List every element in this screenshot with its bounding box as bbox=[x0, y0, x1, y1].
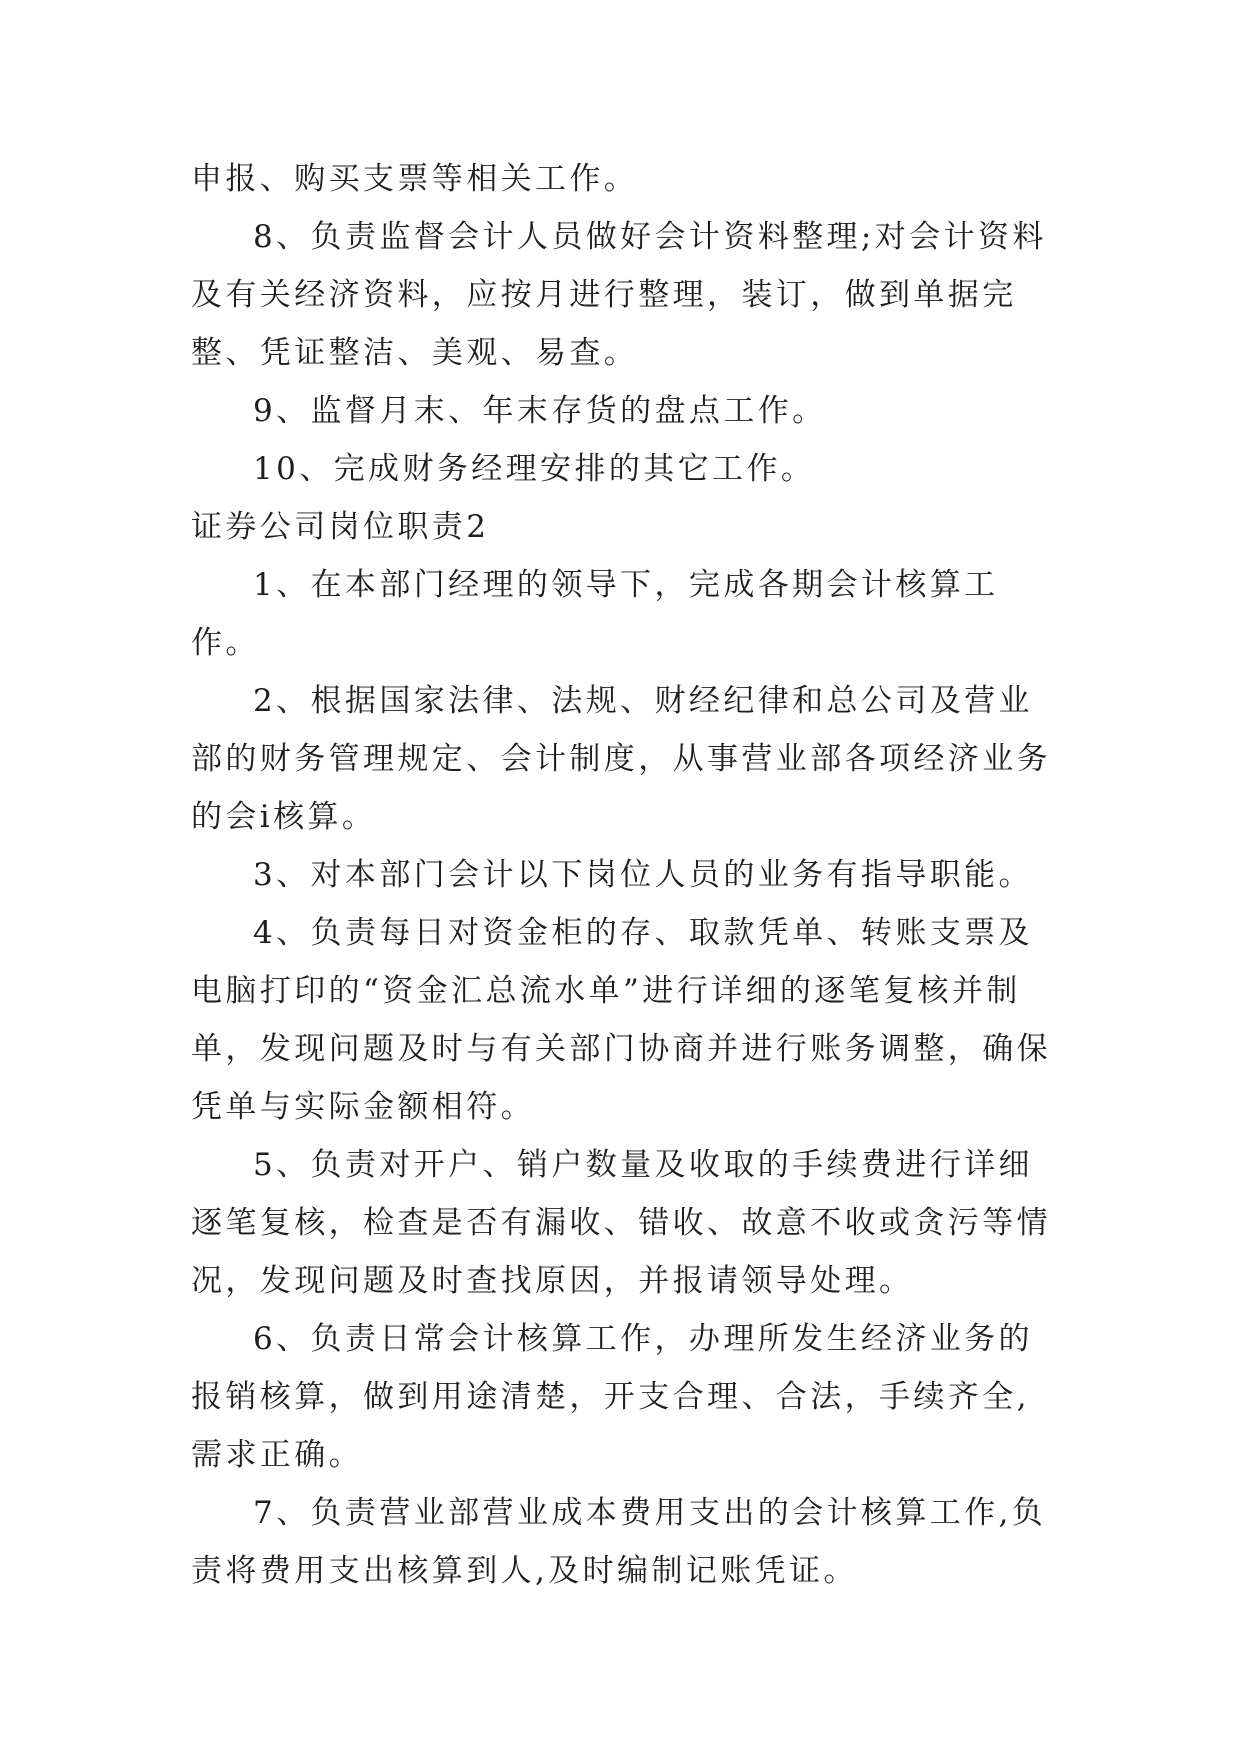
paragraph-item-8: 8、负责监督会计人员做好会计资料整理;对会计资料及有关经济资料，应按月进行整理，装订，做到单据完整、凭证整洁、美观、易查。 bbox=[191, 219, 1047, 371]
paragraph-item-3: 3、对本部门会计以下岗位人员的业务有指导职能。 bbox=[253, 857, 1033, 893]
section-heading: 证券公司岗位职责2 bbox=[191, 509, 490, 545]
paragraph-item-10: 10、完成财务经理安排的其它工作。 bbox=[253, 451, 816, 487]
document-body bbox=[191, 150, 1051, 1600]
paragraph-item-7: 7、负责营业部营业成本费用支出的会计核算工作,负责将费用支出核算到人,及时编制记账凭证。 bbox=[191, 1495, 1047, 1589]
paragraph-item-9: 9、监督月末、年末存货的盘点工作。 bbox=[253, 393, 827, 429]
paragraph-1: 申报、购买支票等相关工作。 bbox=[191, 161, 639, 197]
paragraph-item-6: 6、负责日常会计核算工作，办理所发生经济业务的报销核算，做到用途清楚，开支合理、合法，手续齐全,需求正确。 bbox=[191, 1321, 1033, 1473]
paragraph-item-4: 4、负责每日对资金柜的存、取款凭单、转账支票及电脑打印的“资金汇总流水单”进行详细的逐笔复核并制单，发现问题及时与有关部门协商并进行账务调整，确保凭单与实际金额相符。 bbox=[191, 915, 1051, 1125]
paragraph-item-1: 1、在本部门经理的领导下，完成各期会计核算工作。 bbox=[191, 567, 999, 661]
paragraph-item-5: 5、负责对开户、销户数量及收取的手续费进行详细逐笔复核，检查是否有漏收、错收、故意不收或贪污等情况，发现问题及时查找原因，并报请领导处理。 bbox=[191, 1147, 1051, 1299]
paragraph-item-2: 2、根据国家法律、法规、财经纪律和总公司及营业部的财务管理规定、会计制度，从事营业部各项经济业务的会i核算。 bbox=[191, 683, 1051, 835]
